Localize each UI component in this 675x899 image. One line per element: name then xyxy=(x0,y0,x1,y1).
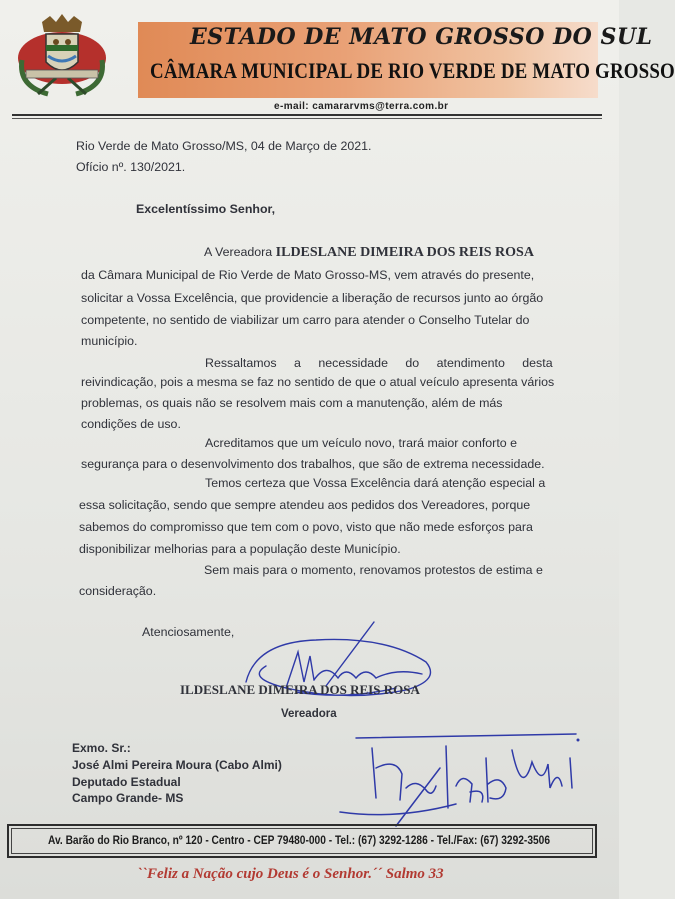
paragraph-1-first-line xyxy=(204,242,534,264)
paragraph-2-line: Ressaltamos a necessidade do atendimento desta xyxy=(205,356,553,370)
signer-role: Vereadora xyxy=(281,708,337,720)
paragraph-3-line: Acreditamos que um veículo novo, trará maior conforto e xyxy=(205,436,517,450)
paragraph-2-line: reivindicação, pois a mesma se faz no sentido de que o atual veículo apresenta vários xyxy=(81,375,555,389)
paragraph-1-intro: A Vereadora xyxy=(204,245,276,259)
header-email: e-mail: camararvms@terra.com.br xyxy=(274,101,449,112)
paragraph-4-line: Temos certeza que Vossa Excelência dará atenção especial a xyxy=(205,476,546,490)
salutation: Excelentíssimo Senhor, xyxy=(136,202,276,216)
footer-address: Av. Barão do Rio Branco, nº 120 - Centro - CEP 79480-000 - Tel.: (67) 3292-1286 - Tel./Fax: (67) 3292-3506 xyxy=(48,833,551,847)
receipt-handwritten-signature xyxy=(336,728,586,828)
paragraph-2-line: condições de uso. xyxy=(81,417,181,431)
paragraph-1-line: solicitar a Vossa Excelência, que providencie a liberação de recursos junto ao órgão xyxy=(81,291,544,305)
paragraph-4-line: sabemos do compromisso que tem com o povo, visto que não mede esforços para xyxy=(79,520,533,534)
office-number: Ofício nº. 130/2021. xyxy=(76,160,186,174)
footer-motto: ``Feliz a Nação cujo Deus é o Senhor.´´ Salmo 33 xyxy=(137,866,444,882)
closing: Atenciosamente, xyxy=(142,625,235,639)
recipient-role: Deputado Estadual xyxy=(72,775,181,789)
state-title: ESTADO DE MATO GROSSO DO SUL xyxy=(190,24,653,50)
recipient-city: Campo Grande- MS xyxy=(72,791,184,805)
paragraph-4-line: essa solicitação, sendo que sempre atendeu aos pedidos dos Vereadores, porque xyxy=(79,498,531,512)
signer-name: ILDESLANE DIMEIRA DOS REIS ROSA xyxy=(180,682,420,697)
paragraph-4-line: disponibilizar melhorias para a população deste Município. xyxy=(79,542,401,556)
paragraph-1-line: da Câmara Municipal de Rio Verde de Mato Grosso-MS, vem através do presente, xyxy=(81,268,535,282)
paragraph-2-line: problemas, os quais não se resolvem mais com a manutenção, além de más xyxy=(81,396,503,410)
place-date: Rio Verde de Mato Grosso/MS, 04 de Março de 2021. xyxy=(76,139,372,153)
municipal-crest-icon xyxy=(8,8,116,100)
paragraph-1-line: competente, no sentido de viabilizar um carro para atender o Conselho Tutelar do xyxy=(81,313,530,327)
paragraph-5-line: consideração. xyxy=(79,584,157,598)
header-divider-thin xyxy=(12,118,602,119)
header-divider xyxy=(12,114,602,116)
recipient-title: Exmo. Sr.: xyxy=(72,741,131,755)
paragraph-1-line: município. xyxy=(81,334,138,348)
chamber-title: CÂMARA MUNICIPAL DE RIO VERDE DE MATO GROSSO xyxy=(150,58,675,83)
paragraph-5-line: Sem mais para o momento, renovamos protestos de estima e xyxy=(204,563,543,577)
paragraph-3-line: segurança para o desenvolvimento dos trabalhos, que são de extrema necessidade. xyxy=(81,457,545,471)
recipient-name: José Almi Pereira Moura (Cabo Almi) xyxy=(72,758,282,772)
councilor-name: ILDESLANE DIMEIRA DOS REIS ROSA xyxy=(275,245,534,260)
